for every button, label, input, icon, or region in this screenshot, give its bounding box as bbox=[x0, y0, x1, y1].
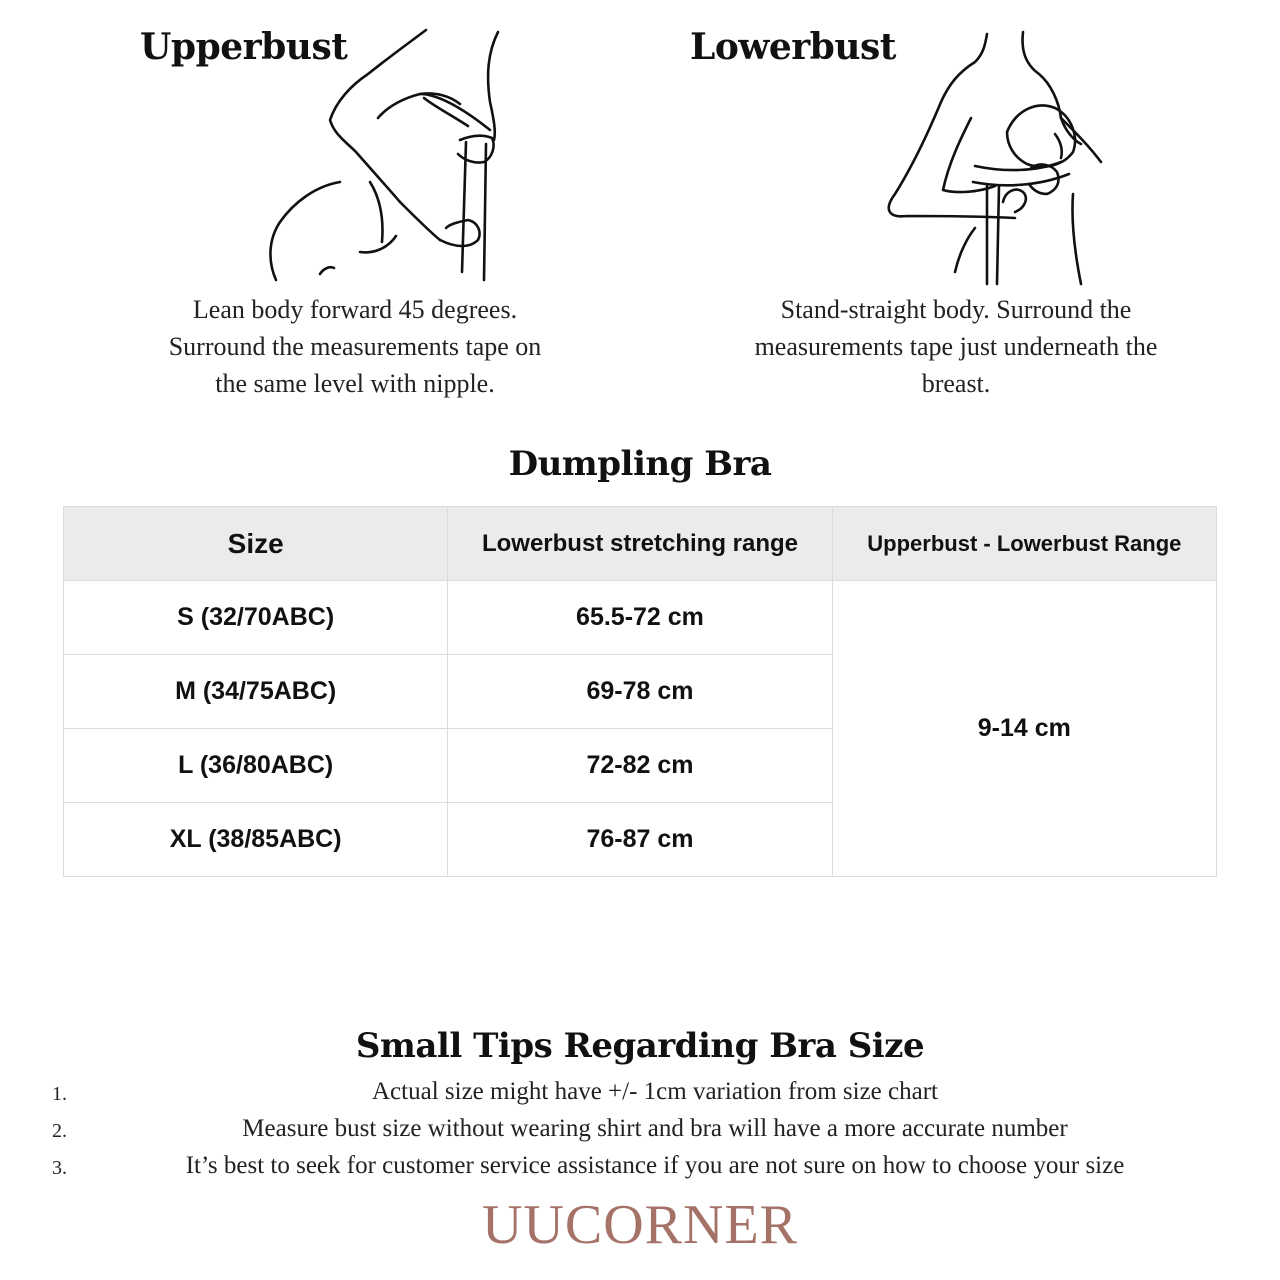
size-cell: XL (38/85ABC) bbox=[64, 803, 448, 877]
upperbust-instruction-line: Surround the measurements tape on bbox=[168, 332, 542, 361]
upperbust-title: Upperbust bbox=[140, 26, 348, 68]
table-header-row bbox=[64, 507, 1217, 581]
table-row bbox=[64, 581, 1217, 655]
lowerbust-range-cell: 76-87 cm bbox=[448, 803, 832, 877]
lowerbust-illustration bbox=[875, 22, 1115, 292]
column-header-lowerbust-range: Lowerbust stretching range bbox=[448, 507, 832, 581]
difference-range-cell: 9-14 cm bbox=[832, 581, 1216, 877]
column-header-difference-range: Upperbust - Lowerbust Range bbox=[832, 507, 1216, 581]
brand-logo: UUCORNER bbox=[481, 1194, 799, 1256]
tip-text: Measure bust size without wearing shirt and bra will have a more accurate number bbox=[242, 1115, 1068, 1142]
lowerbust-range-cell: 65.5-72 cm bbox=[448, 581, 832, 655]
column-header-size: Size bbox=[64, 507, 448, 581]
tip-number: 2. bbox=[52, 1120, 67, 1142]
upperbust-illustration bbox=[260, 22, 520, 292]
tip-item bbox=[50, 1115, 1230, 1152]
upperbust-instructions bbox=[110, 291, 600, 402]
tip-item bbox=[50, 1152, 1230, 1189]
size-cell: M (34/75ABC) bbox=[64, 655, 448, 729]
lowerbust-instructions bbox=[700, 291, 1212, 402]
size-cell: L (36/80ABC) bbox=[64, 729, 448, 803]
lowerbust-instruction-line: Stand-straight body. Surround the bbox=[780, 295, 1132, 324]
upperbust-instruction-line: Lean body forward 45 degrees. bbox=[192, 295, 518, 324]
tip-item bbox=[50, 1078, 1230, 1115]
lowerbust-instruction-line: breast. bbox=[921, 369, 991, 398]
upperbust-instruction-line: the same level with nipple. bbox=[215, 369, 495, 398]
lowerbust-instruction-line: measurements tape just underneath the bbox=[754, 332, 1158, 361]
tip-text: Actual size might have +/- 1cm variation from size chart bbox=[372, 1078, 938, 1105]
lowerbust-range-cell: 72-82 cm bbox=[448, 729, 832, 803]
lowerbust-title: Lowerbust bbox=[690, 26, 896, 68]
size-table-title: Dumpling Bra bbox=[508, 444, 772, 484]
tip-number: 1. bbox=[52, 1083, 67, 1105]
size-chart-table bbox=[63, 506, 1217, 877]
size-cell: S (32/70ABC) bbox=[64, 581, 448, 655]
lowerbust-range-cell: 69-78 cm bbox=[448, 655, 832, 729]
tips-title: Small Tips Regarding Bra Size bbox=[355, 1026, 925, 1066]
tip-text: It’s best to seek for customer service assistance if you are not sure on how to choose your size bbox=[185, 1152, 1125, 1179]
tip-number: 3. bbox=[52, 1157, 67, 1179]
